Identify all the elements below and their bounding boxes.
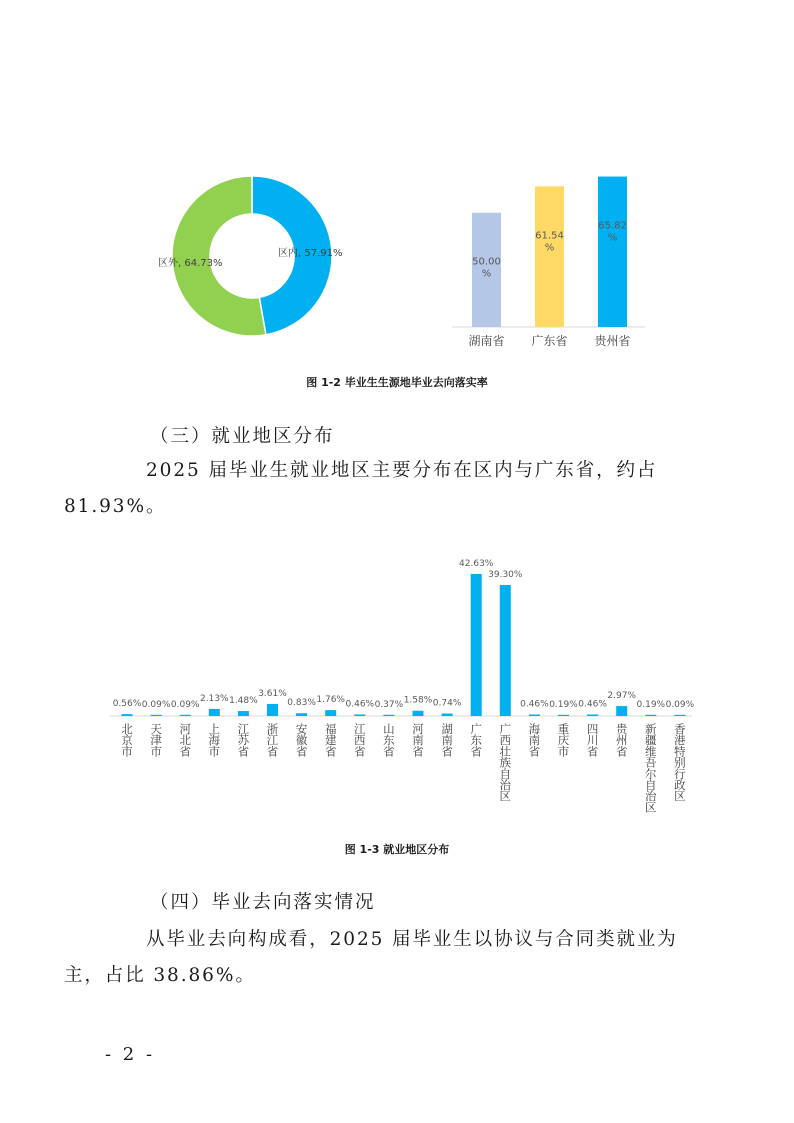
donut-chart [150,165,350,355]
category-label: 安徽省 [295,722,308,759]
figure-caption-1-3: 图 1-3 就业地区分布 [344,843,450,856]
category-label: 北京市 [121,722,133,759]
bar [598,177,627,327]
bar-value-label: 0.83% [287,698,316,709]
bar-value-label: 50.00 [472,256,501,268]
category-label: 贵州省 [615,722,628,759]
category-label: 四川省 [586,722,599,759]
category-label: 贵州省 [594,334,631,348]
bar-value-label: 0.09% [141,699,171,710]
category-label: 香港特别行政区 [674,722,686,804]
category-label: 浙江省 [266,722,279,759]
paragraph-line: 81.93%。 [64,496,167,517]
bar-value-label: 0.56% [112,699,142,710]
donut-label: 区外, 64.73% [158,258,223,269]
category-label: 湖南省 [468,334,505,348]
section-4-paragraph [64,922,695,994]
paragraph-line: 主，占比 38.86%。 [64,965,256,986]
bar-value-label: 0.37% [374,699,404,710]
bar-value-label: 65.82 [598,220,627,232]
donut-label: 区内, 57.91% [278,248,343,259]
bar-value-label: 0.09% [170,699,200,710]
bar [383,715,394,716]
bar [413,711,424,716]
category-label: 广西壮族自治区 [499,722,512,804]
bar-value-label: 61.54 [535,230,564,242]
category-label: 江苏省 [237,722,250,759]
bar-value-unit: % [544,242,555,254]
category-label: 广东省 [531,334,568,348]
paragraph-line: 2025 届毕业生就业地区主要分布在区内与广东省，约占 [146,460,658,481]
bar-value-label: 0.09% [665,699,695,710]
bar [354,714,365,716]
bar-value-label: 0.46% [578,699,607,710]
bar-value-label: 42.63% [459,558,494,569]
category-label: 山东省 [383,722,395,759]
bar [674,715,685,716]
bar [616,706,627,716]
region-distribution-chart [100,540,700,830]
category-label: 河北省 [179,722,191,759]
page-number: - 2 - [105,1044,156,1065]
bar-value-label: 1.48% [229,696,258,707]
bar [267,704,278,716]
bar-value-label: 0.19% [549,699,578,710]
bar-value-label: 0.74% [432,698,462,709]
section-heading-3: （三）就业地区分布 [150,426,335,447]
bar-value-label: 2.13% [200,693,229,704]
bar [180,715,191,716]
category-label: 江西省 [354,722,366,759]
bar-value-unit: % [607,232,618,244]
bar [151,715,162,716]
category-label: 上海市 [208,722,221,759]
donut-slice-outside-region [172,176,266,336]
figure-caption-1-2: 图 1-2 毕业生生源地毕业去向落实率 [306,376,488,389]
category-label: 河南省 [412,722,424,759]
category-label: 福建省 [324,722,337,759]
bar-value-unit: % [481,268,492,280]
bar [238,711,249,716]
bar [587,714,598,716]
category-label: 天津市 [150,722,162,759]
bar [442,714,453,716]
bar [471,574,482,716]
bar [535,186,564,327]
bar-value-label: 3.61% [258,688,287,699]
bar-value-label: 0.46% [345,699,375,710]
bar-value-label: 0.19% [636,699,666,710]
paragraph-line: 从毕业去向构成看，2025 届毕业生以协议与合同类就业为 [146,929,678,950]
bar [500,585,511,716]
bar [529,714,540,716]
bar [325,710,336,716]
bar [296,713,307,716]
category-label: 新疆维吾尔自治区 [645,722,657,815]
bar-value-label: 2.97% [607,691,636,702]
bar [122,714,133,716]
category-label: 重庆市 [557,722,570,759]
category-label: 海南省 [528,722,541,759]
category-label: 湖南省 [441,722,453,759]
category-label: 广东省 [470,722,482,759]
province-rate-chart [440,155,650,360]
section-3-paragraph [64,453,695,525]
bar-value-label: 1.76% [316,695,345,706]
bar [558,715,569,716]
bar [645,715,656,716]
bar-value-label: 0.46% [520,699,549,710]
section-heading-4: （四）毕业去向落实情况 [150,892,376,913]
bar-value-label: 39.30% [488,570,523,580]
bar-value-label: 1.58% [403,695,433,706]
bar [209,709,220,716]
